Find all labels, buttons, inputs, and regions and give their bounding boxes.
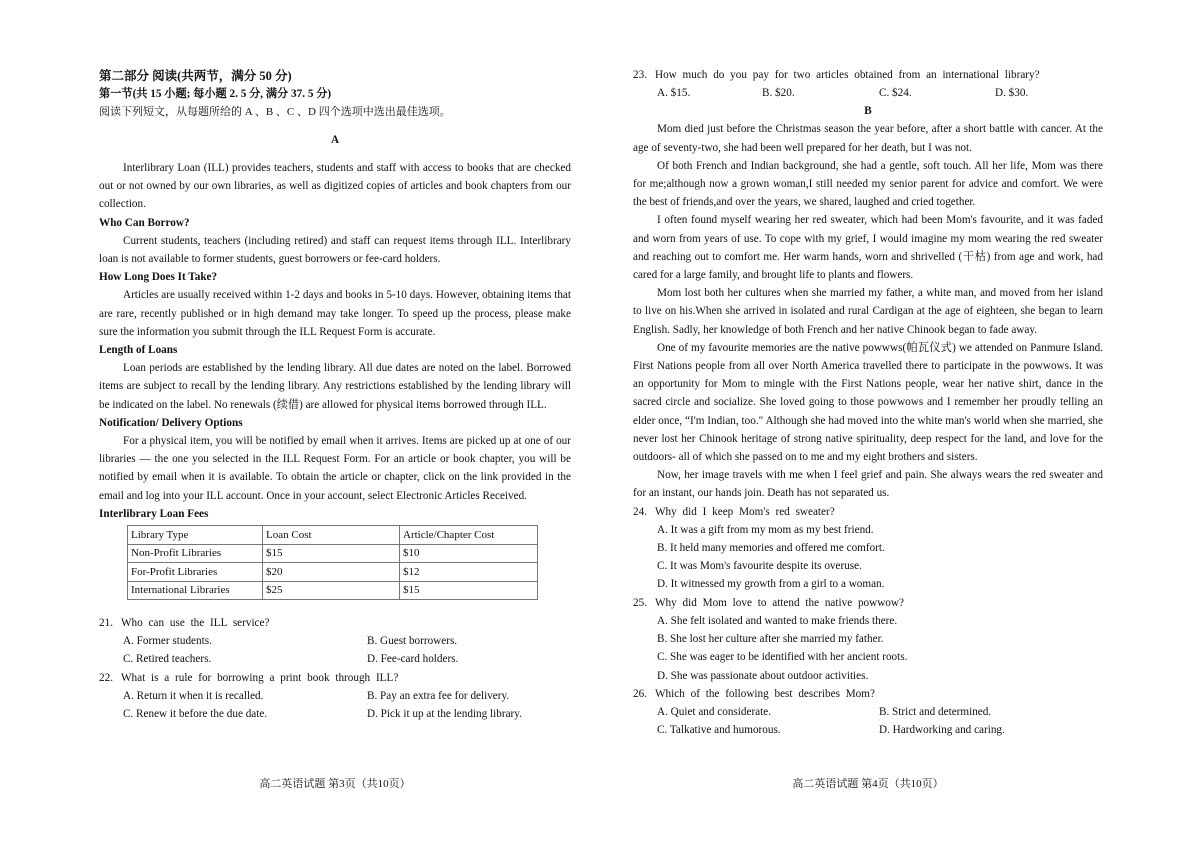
options-row xyxy=(99,650,571,668)
right-page xyxy=(633,0,1103,848)
question-stem: Who can use the ILL service? xyxy=(121,617,270,630)
option-d[interactable]: D. Fee-card holders. xyxy=(367,653,459,666)
option-d[interactable]: D. She was passionate about outdoor activities. xyxy=(657,669,869,682)
option-d[interactable]: D. Pick it up at the lending library. xyxy=(367,708,522,721)
option-a[interactable]: A. It was a gift from my mom as my best friend. xyxy=(657,523,874,536)
passage-b-paragraph: Of both French and Indian background, she had a gentle, soft touch. All her life, Mom was there for me;although now a grown woman,I still needed my senior parent for advice and comfort. We were the best of friends,and over the years, we shared, laughed and cried together. xyxy=(633,159,1103,209)
passage-a-letter: A xyxy=(330,134,340,146)
option-c[interactable]: C. $24. xyxy=(879,87,912,100)
table-row xyxy=(128,563,538,582)
section-heading: Length of Loans xyxy=(99,344,178,357)
left-page xyxy=(99,0,571,848)
table-cell: $12 xyxy=(400,563,538,582)
option-a[interactable]: A. She felt isolated and wanted to make friends there. xyxy=(657,614,898,627)
question-number: 26. xyxy=(633,687,647,700)
options-row xyxy=(633,84,1103,102)
section-text: Articles are usually received within 1-2 days and books in 5-10 days. However, obtaining items that are rare, recently published or in high demand may take longer. To speed up the process, please make sure the information you submit through the ILL Request Form is accurate. xyxy=(99,289,571,338)
option-b[interactable]: B. She lost her culture after she married my father. xyxy=(657,633,884,646)
question-number: 24. xyxy=(633,505,647,518)
question-stem: How much do you pay for two articles obtained from an international library? xyxy=(655,69,1040,81)
section-text: Loan periods are established by the lending library. All due dates are noted on the label. Borrowed items are subject to recall by the lending library. Any restrictions established by the lending library will be indicated on the label. No renewals (续借) are allowed for physical items borrowed through ILL. xyxy=(99,362,571,411)
options-row xyxy=(99,632,571,650)
question-21 xyxy=(99,614,571,632)
passage-b-letter: B xyxy=(864,105,872,118)
question-stem: Why did Mom love to attend the native powwow? xyxy=(655,596,904,609)
table-row xyxy=(128,544,538,563)
question-25 xyxy=(633,594,1103,612)
section-text: Current students, teachers (including retired) and staff can request items through ILL. Interlibrary loan is not available to former students, guest borrowers or fee-card holders. xyxy=(99,234,571,266)
option-b[interactable]: B. Strict and determined. xyxy=(879,705,992,718)
table-header-row xyxy=(128,526,538,545)
question-stem: Why did I keep Mom's red sweater? xyxy=(655,505,835,518)
section-heading: Who Can Borrow? xyxy=(99,216,190,229)
table-header-cell: Loan Cost xyxy=(263,526,400,545)
option-b[interactable]: B. $20. xyxy=(762,87,795,100)
table-cell: International Libraries xyxy=(128,581,263,600)
question-stem: Which of the following best describes Mom? xyxy=(655,687,875,700)
question-26 xyxy=(633,685,1103,703)
passage-b-paragraph: Mom died just before the Christmas season the year before, after a short battle with cancer. At the age of seventy-two, she had been well prepared for her death, but I was not. xyxy=(633,123,1103,154)
question-number: 22. xyxy=(99,671,113,684)
passage-b-paragraph: Now, her image travels with me when I feel grief and pain. She always wears the red sweater and for an instant, our hands join. Death has not separated us. xyxy=(633,469,1103,500)
options-row xyxy=(99,705,571,723)
section-heading: Notification/ Delivery Options xyxy=(99,416,243,429)
options-row xyxy=(99,687,571,705)
table-row xyxy=(128,581,538,600)
passage-b-paragraph: One of my favourite memories are the native powwws(帕瓦仪式) we attended on Panmure Island. First Nations people from all over North America travelled there to participate in the powwows. It was an opportunity for Mom to mingle with the First Nations people, wear her native shirt, dance in the sacred circle and socialize. She loved going to those powwows and I remember her proudly telling an elder once, “I'm Indian, too." Although she had moved into the white man's world when she married, she never lost her Chinook heritage of strong native spirituality, deep respect for the land, and love for the outdoors- all of which she passed on to me and my eight brothers and sisters. xyxy=(633,341,1103,464)
option-b[interactable]: B. Guest borrowers. xyxy=(367,635,458,648)
option-a[interactable]: A. Return it when it is recalled. xyxy=(123,689,264,702)
table-header-cell: Library Type xyxy=(128,526,263,545)
option-c[interactable]: C. It was Mom's favourite despite its overuse. xyxy=(657,560,862,573)
option-a[interactable]: A. $15. xyxy=(657,87,691,100)
option-d[interactable]: D. It witnessed my growth from a girl to a woman. xyxy=(657,578,885,591)
section-heading: How Long Does It Take? xyxy=(99,271,218,284)
part-title: 第二部分 阅读(共两节，满分 50 分) xyxy=(99,69,292,83)
option-b[interactable]: B. Pay an extra fee for delivery. xyxy=(367,689,510,702)
page-footer-right: 高二英语试题 第4页（共10页） xyxy=(792,778,944,790)
instruction: 阅读下列短文，从每题所给的 A 、B 、C 、D 四个选项中选出最佳选项。 xyxy=(99,106,451,118)
table-cell: Non-Profit Libraries xyxy=(128,544,263,563)
table-cell: For-Profit Libraries xyxy=(128,563,263,582)
option-a[interactable]: A. Quiet and considerate. xyxy=(657,705,772,718)
option-c[interactable]: C. Retired teachers. xyxy=(123,653,212,666)
passage-b-paragraph: Mom lost both her cultures when she married my father, a white man, and moved from her island to live on his.When she arrived in isolated and rural Cardigan at the age of eighteen, she began to learn English. Sadly, her knowledge of both French and her native Chinook began to fade away. xyxy=(633,287,1103,336)
options-row xyxy=(633,721,1103,739)
passage-b-paragraph: I often found myself wearing her red sweater, which had been Mom's favourite, and it was faded and worn from years of use. To cope with my grief, I would imagine my mom wearing the red sweater and reaching out to comfort me. Her warm hands, worn and shrivelled (干枯) from age and work, had cared for a large family, and brought life to plants and flowers. xyxy=(633,214,1103,282)
table-cell: $25 xyxy=(263,581,400,600)
question-23 xyxy=(633,66,1103,84)
fees-heading: Interlibrary Loan Fees xyxy=(99,507,209,520)
section-text: For a physical item, you will be notified by email when it arrives. Items are picked up at one of our libraries — the one you selected in the ILL Request Form. For an article or book chapter, you will be notified by email when it is available. To obtain the article or chapter, click on the link provided in the email and log into your ILL account. Once in your account, select Electronic Articles Received. xyxy=(99,435,571,502)
options-row xyxy=(633,703,1103,721)
table-cell: $10 xyxy=(400,544,538,563)
option-c[interactable]: C. Talkative and humorous. xyxy=(657,724,781,737)
table-cell: $15 xyxy=(400,581,538,600)
option-c[interactable]: C. She was eager to be identified with her ancient roots. xyxy=(657,651,908,664)
page-footer-left: 高二英语试题 第3页（共10页） xyxy=(259,778,411,790)
table-cell: $20 xyxy=(263,563,400,582)
option-d[interactable]: D. Hardworking and caring. xyxy=(879,724,1005,737)
option-c[interactable]: C. Renew it before the due date. xyxy=(123,708,268,721)
question-number: 21. xyxy=(99,617,113,630)
question-24 xyxy=(633,503,1103,521)
question-stem: What is a rule for borrowing a print book through ILL? xyxy=(121,671,399,684)
question-22 xyxy=(99,669,571,687)
option-a[interactable]: A. Former students. xyxy=(123,635,212,648)
section-title: 第一节(共 15 小题; 每小题 2. 5 分, 满分 37. 5 分) xyxy=(99,88,332,100)
question-number: 25. xyxy=(633,596,647,609)
fees-table xyxy=(127,525,538,600)
option-b[interactable]: B. It held many memories and offered me comfort. xyxy=(657,542,885,555)
question-number: 23. xyxy=(633,69,647,81)
option-d[interactable]: D. $30. xyxy=(995,87,1029,100)
table-cell: $15 xyxy=(263,544,400,563)
passage-a-intro: Interlibrary Loan (ILL) provides teachers, students and staff with access to books that are checked out or not owned by our own libraries, as well as digitized copies of articles and book chapters from our collection. xyxy=(99,162,571,211)
table-header-cell: Article/Chapter Cost xyxy=(400,526,538,545)
